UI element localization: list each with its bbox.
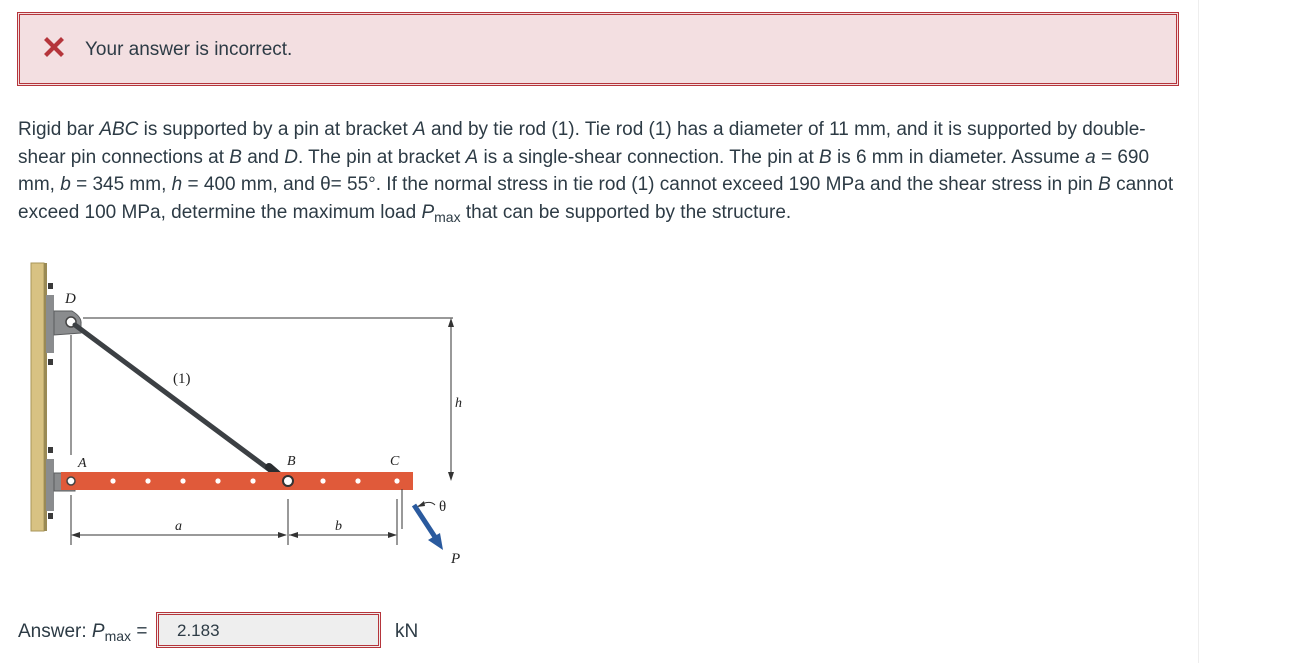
tie-rod [75,325,282,479]
load-label: P [451,551,461,567]
label-rod: (1) [173,371,191,387]
feedback-alert [17,12,1179,86]
structure-figure [25,255,475,575]
feedback-text: Your answer is incorrect. [85,39,293,60]
dim-h-label: h [455,396,462,411]
answer-unit: kN [395,621,419,642]
question-text: Rigid bar ABC is supported by a pin at bracket A and by tie rod (1). Tie rod (1) has a diameter of 11 mm, and it is supported by double-shear pin connections at B and D. The pin at bracket A is a single-shear connection. The pin at B is 6 mm in diameter. Assume a = 690 mm, b = 345 mm, h = 400 mm, and θ= 55°. If the normal stress in tie rod (1) cannot exceed 190 MPa and the shear stress in pin B cannot exceed 100 MPa, determine the maximum load $P_{max}$ that can be supported by the structure. [18,119,1174,225]
load-arrow [414,505,435,537]
angle-label: θ [439,499,447,515]
label-a: A [78,456,87,471]
answer-label: Answer: $P_{max}$ = [18,621,148,644]
dim-b-label: b [335,519,342,534]
wall [31,263,44,531]
page-edge-divider [1198,0,1199,663]
label-b: B [287,454,296,469]
dim-a-label: a [175,519,182,534]
pin-b [283,476,293,486]
x-mark-icon [44,37,64,57]
label-d: D [65,291,76,307]
label-c: C [390,454,400,469]
answer-input[interactable]: 2.183 [156,612,381,648]
